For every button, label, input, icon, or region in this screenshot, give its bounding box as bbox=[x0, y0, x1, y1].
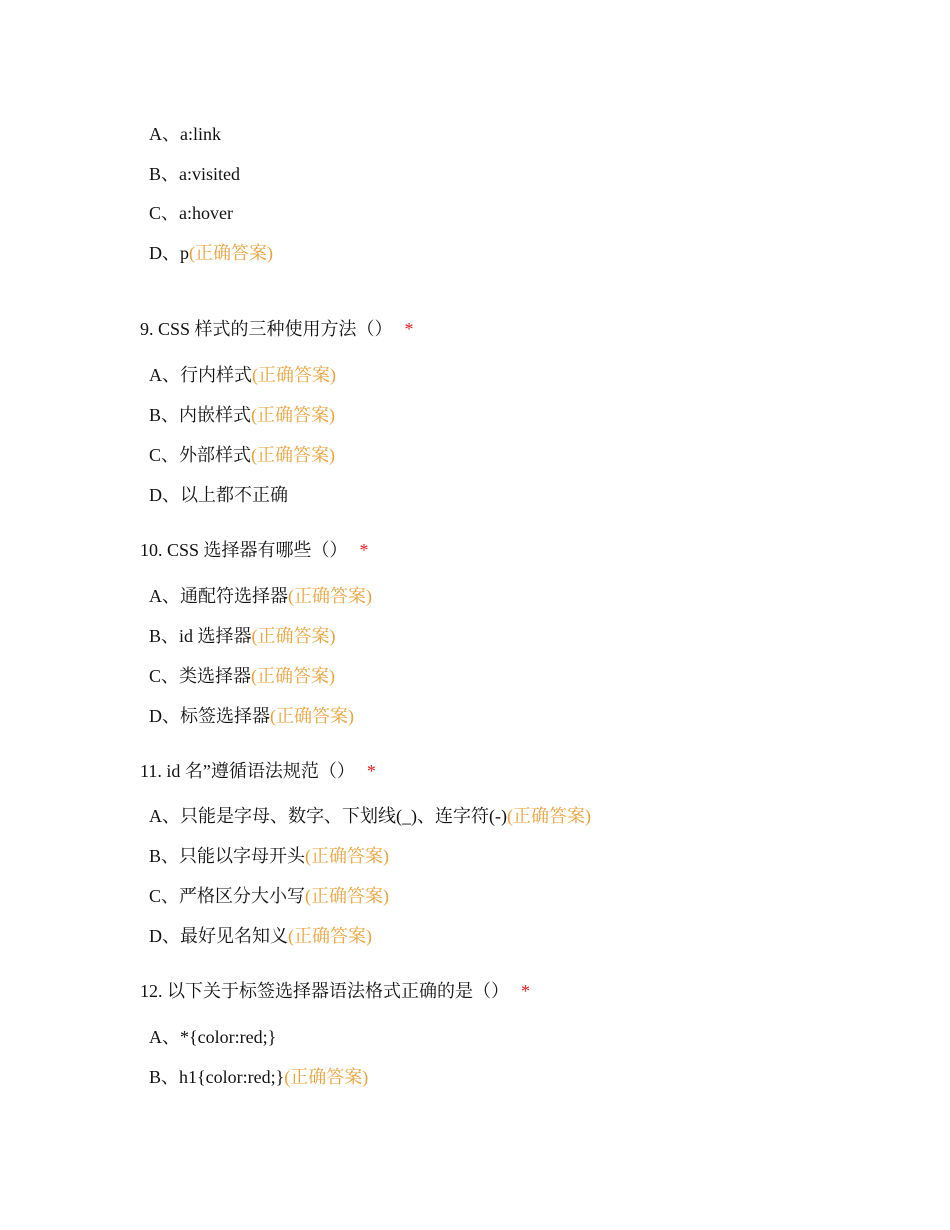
option-text: 最好见名知义 bbox=[180, 926, 288, 946]
option-text: a:hover bbox=[179, 203, 233, 223]
option-letter: C bbox=[149, 445, 162, 465]
option-sep: 、 bbox=[161, 445, 180, 465]
option-text: 类选择器 bbox=[179, 666, 252, 686]
option-letter: C bbox=[149, 203, 162, 223]
q9-option-c bbox=[149, 443, 335, 467]
option-letter: A bbox=[149, 586, 162, 606]
option-sep: 、 bbox=[161, 405, 180, 425]
option-letter: B bbox=[149, 1067, 162, 1087]
option-letter: A bbox=[149, 124, 162, 144]
q12-option-b bbox=[149, 1065, 368, 1089]
required-asterisk: * bbox=[404, 319, 414, 339]
option-sep: 、 bbox=[161, 203, 180, 223]
question-text: 12. 以下关于标签选择器语法格式正确的是（） bbox=[140, 981, 509, 1001]
q12-option-a bbox=[149, 1025, 276, 1049]
correct-answer-marker: (正确答案) bbox=[305, 886, 390, 906]
required-asterisk: * bbox=[359, 540, 369, 560]
correct-answer-marker: (正确答案) bbox=[305, 846, 390, 866]
option-sep: 、 bbox=[162, 485, 180, 505]
option-text: 通配符选择器 bbox=[180, 586, 288, 606]
option-sep: 、 bbox=[162, 243, 180, 263]
option-sep: 、 bbox=[161, 666, 180, 686]
option-sep: 、 bbox=[162, 706, 180, 726]
option-text: 内嵌样式 bbox=[179, 405, 252, 425]
q11-option-a bbox=[149, 804, 591, 828]
option-sep: 、 bbox=[161, 164, 180, 184]
option-text: 只能以字母开头 bbox=[179, 846, 306, 866]
option-letter: C bbox=[149, 666, 162, 686]
q10-option-d bbox=[149, 704, 354, 728]
question-text: 9. CSS 样式的三种使用方法（） bbox=[140, 319, 393, 339]
option-letter: D bbox=[149, 706, 162, 726]
q9-option-b bbox=[149, 403, 335, 427]
correct-answer-marker: (正确答案) bbox=[288, 926, 372, 946]
q12-title bbox=[140, 979, 530, 1003]
option-text: 只能是字母、数字、下划线(_)、连字符(-) bbox=[180, 806, 507, 826]
option-sep: 、 bbox=[161, 626, 180, 646]
option-text: 标签选择器 bbox=[180, 706, 270, 726]
option-letter: B bbox=[149, 626, 162, 646]
option-letter: D bbox=[149, 243, 162, 263]
q8-option-d bbox=[149, 241, 273, 265]
q10-title bbox=[140, 538, 369, 562]
option-text: 以上都不正确 bbox=[180, 485, 288, 505]
q9-title bbox=[140, 317, 414, 341]
option-letter: A bbox=[149, 1027, 162, 1047]
option-text: h1{color:red;} bbox=[179, 1067, 285, 1087]
option-sep: 、 bbox=[161, 1067, 180, 1087]
option-sep: 、 bbox=[162, 1027, 180, 1047]
option-text: *{color:red;} bbox=[180, 1027, 277, 1047]
correct-answer-marker: (正确答案) bbox=[288, 586, 372, 606]
q11-option-c bbox=[149, 884, 389, 908]
option-letter: B bbox=[149, 846, 162, 866]
correct-answer-marker: (正确答案) bbox=[189, 243, 273, 263]
correct-answer-marker: (正确答案) bbox=[506, 806, 591, 826]
option-text: 严格区分大小写 bbox=[179, 886, 306, 906]
correct-answer-marker: (正确答案) bbox=[252, 365, 336, 385]
q9-option-a bbox=[149, 363, 336, 387]
correct-answer-marker: (正确答案) bbox=[251, 405, 336, 425]
q9-option-d bbox=[149, 483, 288, 507]
question-text: 10. CSS 选择器有哪些（） bbox=[140, 540, 348, 560]
option-sep: 、 bbox=[162, 586, 180, 606]
option-text: 外部样式 bbox=[179, 445, 252, 465]
option-letter: A bbox=[149, 365, 162, 385]
q11-option-b bbox=[149, 844, 389, 868]
q10-option-b bbox=[149, 624, 336, 648]
option-letter: D bbox=[149, 485, 162, 505]
correct-answer-marker: (正确答案) bbox=[284, 1067, 369, 1087]
option-text: p bbox=[180, 243, 189, 263]
question-text: 11. id 名”遵循语法规范（） bbox=[140, 761, 355, 781]
correct-answer-marker: (正确答案) bbox=[251, 666, 336, 686]
option-text: a:visited bbox=[179, 164, 241, 184]
option-sep: 、 bbox=[162, 124, 180, 144]
option-text: a:link bbox=[180, 124, 221, 144]
q11-title bbox=[140, 759, 376, 783]
option-letter: A bbox=[149, 806, 162, 826]
option-text: 行内样式 bbox=[180, 365, 252, 385]
correct-answer-marker: (正确答案) bbox=[251, 445, 336, 465]
required-asterisk: * bbox=[366, 761, 376, 781]
option-letter: B bbox=[149, 405, 162, 425]
option-text: id 选择器 bbox=[179, 626, 252, 646]
option-letter: C bbox=[149, 886, 162, 906]
q8-option-c bbox=[149, 201, 233, 225]
option-sep: 、 bbox=[162, 365, 180, 385]
option-sep: 、 bbox=[161, 846, 180, 866]
option-letter: B bbox=[149, 164, 162, 184]
q10-option-c bbox=[149, 664, 335, 688]
option-sep: 、 bbox=[162, 926, 180, 946]
correct-answer-marker: (正确答案) bbox=[270, 706, 354, 726]
required-asterisk: * bbox=[521, 981, 530, 1001]
option-sep: 、 bbox=[161, 886, 180, 906]
option-letter: D bbox=[149, 926, 162, 946]
correct-answer-marker: (正确答案) bbox=[251, 626, 336, 646]
q11-option-d bbox=[149, 924, 372, 948]
q8-option-b bbox=[149, 162, 240, 186]
q10-option-a bbox=[149, 584, 372, 608]
q8-option-a bbox=[149, 122, 221, 146]
option-sep: 、 bbox=[162, 806, 180, 826]
